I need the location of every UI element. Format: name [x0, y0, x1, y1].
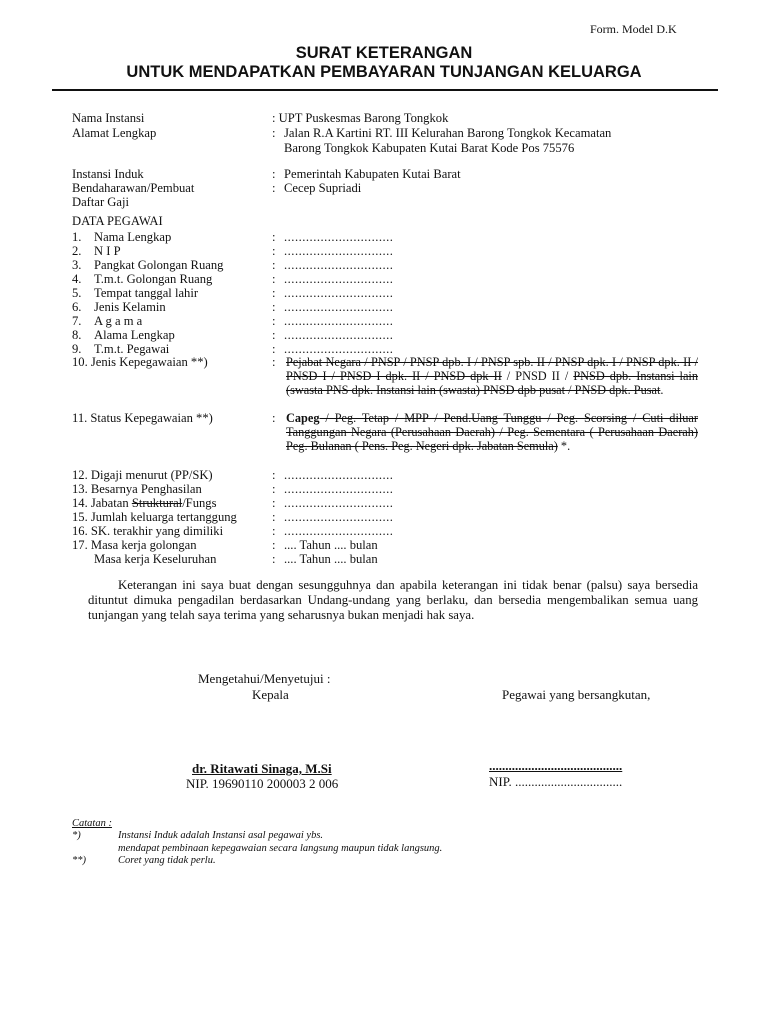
colon: : [272, 300, 276, 314]
data-row-value: .............................. [284, 300, 394, 314]
data-row-number: 8. [72, 328, 82, 342]
item-17b-value: .... Tahun .... bulan [284, 552, 378, 566]
alamat-value-2: Barong Tongkok Kabupaten Kutai Barat Kode Pos 75576 [284, 141, 575, 155]
colon: : [272, 355, 276, 369]
data-row-label [72, 286, 198, 300]
colon: : [272, 496, 276, 510]
data-row-text: Tempat tanggal lahir [94, 286, 199, 300]
nama-instansi-value: : UPT Puskesmas Barong Tongkok [272, 111, 449, 125]
data-row-label [72, 258, 223, 272]
colon: : [272, 286, 276, 300]
colon: : [272, 538, 276, 552]
data-row-label-post: /Fungs [182, 496, 217, 510]
data-row-label [72, 314, 142, 328]
nama-instansi-label: Nama Instansi [72, 111, 145, 125]
colon: : [272, 244, 276, 258]
note-text-2: Coret yang tidak perlu. [118, 855, 216, 866]
head-name: dr. Ritawati Sinaga, M.Si [192, 761, 332, 776]
item-10-kept: / PNSD II / [501, 369, 574, 383]
item-10-end: . [660, 383, 664, 397]
data-row-number: 2. [72, 244, 82, 258]
item-10-struck-2: PNSD dpb. Instansi lain (swasta PNS dpk. Instansi lain (swasta) PNSD dpb pusat / PNSD dpk. Pusat [286, 369, 698, 397]
instansi-induk-value: Pemerintah Kabupaten Kutai Barat [284, 167, 461, 181]
data-row-label [72, 272, 212, 286]
bendahara-value: Cecep Supriadi [284, 181, 362, 195]
data-row-value: .............................. [284, 524, 394, 538]
form-code: Form. Model D.K [590, 22, 677, 36]
colon: : [272, 510, 276, 524]
data-row-label [72, 300, 166, 314]
data-row-number: 3. [72, 258, 82, 272]
employee-name: ......................................... [489, 758, 623, 773]
data-row-text: Nama Lengkap [94, 230, 172, 244]
colon: : [272, 126, 276, 140]
colon: : [272, 482, 276, 496]
item-11-struck: / Peg. Tetap / MPP / Pend.Uang Tunggu / Peg. Scorsing / Cuti diluar Tanggungan Negara (Perusahaan Daerah) / Peg. Sementara ( Perusahaan Daerah) Peg. Bulanan ( Pens. Peg. Negeri dpk. Jabatan Semula) [286, 411, 698, 453]
item-10-struck: Pejabat Negara / PNSP / PNSP dpb. I / PNSP spb. II / PNSP dpk. I / PNSP dpk. II / PNSD I / PNSD I dpk. II / PNSD dpk II [286, 355, 698, 383]
data-row-text: N I P [94, 244, 121, 258]
section-title-text: DATA PEGAWAI [72, 214, 163, 228]
approval-label: Mengetahui/Menyetujui : [198, 671, 331, 686]
data-row-text: Alama Lengkap [94, 328, 175, 342]
title-rule [52, 89, 718, 91]
data-row-label: 16. SK. terakhir yang dimiliki [72, 524, 224, 538]
data-row-label [72, 342, 169, 356]
data-row-number: 9. [72, 342, 82, 356]
data-row-label: 13. Besarnya Penghasilan [72, 482, 202, 496]
colon: : [272, 328, 276, 342]
data-row-value: .............................. [284, 496, 394, 510]
colon: : [272, 167, 276, 181]
notes-title: Catatan : [72, 818, 112, 829]
item-17b-label: Masa kerja Keseluruhan [94, 552, 217, 566]
data-row-text: T.m.t. Pegawai [94, 342, 170, 356]
data-row-value: .............................. [284, 272, 394, 286]
item-11-kept: Capeg [286, 411, 320, 425]
data-row-text: A g a m a [94, 314, 143, 328]
item-10-label: 10. Jenis Kepegawaian **) [72, 355, 208, 369]
statement-paragraph: Keterangan ini saya buat dengan sesungguhnya dan apabila keterangan ini tidak benar (palsu) saya bersedia dituntut dimuka pengadilan berdasarkan Undang-undang yang berlaku, dan bersedia mengembalikan semua uang tunjangan yang telah saya terima yang seharusnya bukan menjadi hak saya. [88, 578, 698, 622]
data-row-number: 4. [72, 272, 82, 286]
data-row-number: 5. [72, 286, 82, 300]
document-title: SURAT KETERANGAN [295, 44, 473, 62]
bendahara-label: Bendaharawan/Pembuat [72, 181, 195, 195]
note-text-1a: Instansi Induk adalah Instansi asal pegawai ybs. [118, 830, 324, 841]
data-row-text: Pangkat Golongan Ruang [94, 258, 224, 272]
data-row-label [72, 230, 171, 244]
item-11-value [286, 411, 698, 453]
data-row-label-pre: 14. Jabatan [72, 496, 132, 510]
colon: : [272, 272, 276, 286]
instansi-induk-label: Instansi Induk [72, 167, 144, 181]
data-row-value: .............................. [284, 510, 394, 524]
employee-title: Pegawai yang bersangkutan, [502, 687, 651, 702]
data-row-value: .............................. [284, 482, 394, 496]
note-text-1b: mendapat pembinaan kepegawaian secara langsung maupun tidak langsung. [118, 843, 443, 854]
alamat-label: Alamat Lengkap [72, 126, 157, 140]
item-17-label: 17. Masa kerja golongan [72, 538, 197, 552]
note-mark-1: *) [72, 830, 81, 841]
head-nip: NIP. 19690110 200003 2 006 [186, 776, 339, 791]
note-mark-2: **) [72, 855, 86, 866]
document-subtitle: UNTUK MENDAPATKAN PEMBAYARAN TUNJANGAN KELUARGA [126, 63, 642, 81]
data-row-label [72, 496, 216, 510]
data-row-text: Jenis Kelamin [94, 300, 166, 314]
data-row-value: .............................. [284, 314, 394, 328]
colon: : [272, 468, 276, 482]
data-row-number: 1. [72, 230, 82, 244]
data-row-label-struck: Struktural [131, 496, 183, 510]
colon: : [272, 342, 276, 356]
data-row-label: 15. Jumlah keluarga tertanggung [72, 510, 237, 524]
colon: : [272, 230, 276, 244]
colon: : [272, 181, 276, 195]
data-row-number: 6. [72, 300, 82, 314]
item-17-value: .... Tahun .... bulan [284, 538, 378, 552]
colon: : [272, 411, 276, 425]
data-row-value: .............................. [284, 328, 394, 342]
colon: : [272, 524, 276, 538]
data-row-label: 12. Digaji menurut (PP/SK) [72, 468, 213, 482]
colon: : [272, 258, 276, 272]
data-row-label [72, 244, 121, 258]
alamat-value-1: Jalan R.A Kartini RT. III Kelurahan Barong Tongkok Kecamatan [284, 126, 612, 140]
head-title: Kepala [252, 687, 289, 702]
data-row-value: .............................. [284, 286, 394, 300]
data-row-number: 7. [72, 314, 82, 328]
item-11-label: 11. Status Kepegawaian **) [72, 411, 213, 425]
data-row-value: .............................. [284, 468, 394, 482]
colon: : [272, 314, 276, 328]
data-row-value: .............................. [284, 244, 394, 258]
item-11-end: *. [557, 439, 571, 453]
employee-nip: NIP. ................................. [489, 774, 623, 789]
data-row-value: .............................. [284, 230, 394, 244]
item-10-value [286, 355, 698, 397]
data-row-text: T.m.t. Golongan Ruang [94, 272, 213, 286]
colon: : [272, 552, 276, 566]
bendahara-label-2: Daftar Gaji [72, 195, 129, 209]
data-row-value: .............................. [284, 258, 394, 272]
data-row-value: .............................. [284, 342, 394, 356]
data-row-label [72, 328, 175, 342]
